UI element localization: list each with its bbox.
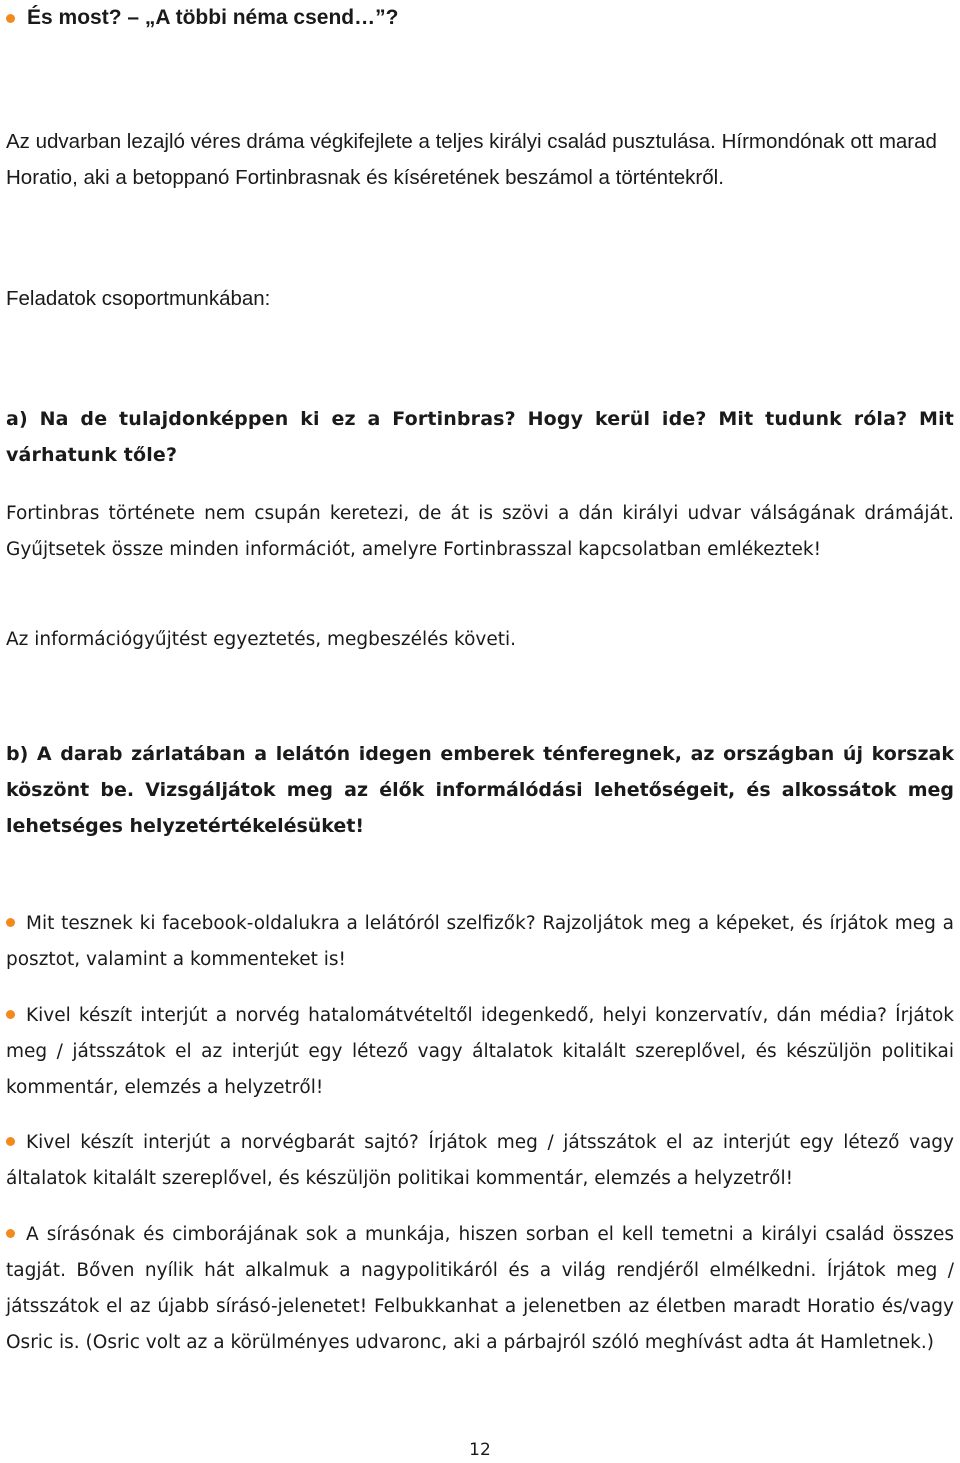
page-title: És most? – „A többi néma csend…”?: [27, 6, 399, 29]
question-b: b) A darab zárlatában a lelátón idegen emberek ténferegnek, az országban új korszak köszönt be. Vizsgáljátok meg az élők informálódási lehetőségeit, és alkossátok meg lehetséges helyzetértékelésüket!: [6, 743, 954, 837]
tasks-heading: Feladatok csoportmunkában:: [6, 287, 271, 310]
orange-bullet-icon: [6, 918, 15, 927]
orange-bullet-icon: [6, 1010, 15, 1019]
list-item: [6, 998, 954, 1106]
orange-bullet-icon: [6, 1137, 15, 1146]
question-a: a) Na de tulajdonképpen ki ez a Fortinbras? Hogy kerül ide? Mit tudunk róla? Mit várhatunk tőle?: [6, 408, 954, 466]
intro-paragraph: Az udvarban lezajló véres dráma végkifejlete a teljes királyi család pusztulása. Hírmondónak ott marad Horatio, aki a betoppanó Fortinbrasnak és kíséretének beszámol a történtekről.: [6, 130, 937, 189]
page-title-row: [6, 3, 954, 33]
list-item: [6, 906, 954, 978]
list-item: [6, 1217, 954, 1361]
list-item-text: Kivel készít interjút a norvég hatalomátvételtől idegenkedő, helyi konzervatív, dán média? Írjátok meg / játsszátok el az interjút egy létező vagy általatok kitalált szereplővel, és készüljön politikai kommentár, elemzés a helyzetről!: [6, 1005, 954, 1098]
page-number: 12: [469, 1440, 491, 1460]
fortinbras-paragraph: Fortinbras története nem csupán keretezi, de át is szövi a dán királyi udvar válságának drámáját. Gyűjtsetek össze minden információt, amelyre Fortinbrasszal kapcsolatban emlékeztek!: [6, 503, 954, 560]
list-item-text: A sírásónak és cimborájának sok a munkája, hiszen sorban el kell temetni a királyi család összes tagját. Bőven nyílik hát alkalmuk a nagypolitikáról és a világ rendjéről elmélkedni. Írjátok meg / játsszátok el az újabb sírásó-jelenetet! Felbukkanhat a jelenetben az életben maradt Horatio és/vagy Osric is. (Osric volt az a körülményes udvaronc, aki a párbajról szóló meghívást adta át Hamletnek.): [6, 1224, 954, 1353]
info-paragraph: Az információgyűjtést egyeztetés, megbeszélés követi.: [6, 629, 517, 650]
list-item-text: Mit tesznek ki facebook-oldalukra a lelátóról szelfizők? Rajzoljátok meg a képeket, és írjátok meg a posztot, valamint a kommenteket is!: [6, 913, 954, 970]
list-item-text: Kivel készít interjút a norvégbarát sajtó? Írjátok meg / játsszátok el az interjút egy létező vagy általatok kitalált szereplővel, és készüljön politikai kommentár, elemzés a helyzetről!: [6, 1132, 954, 1189]
orange-bullet-icon: [6, 1229, 15, 1238]
orange-bullet-icon: [6, 14, 15, 23]
list-item: [6, 1125, 954, 1197]
